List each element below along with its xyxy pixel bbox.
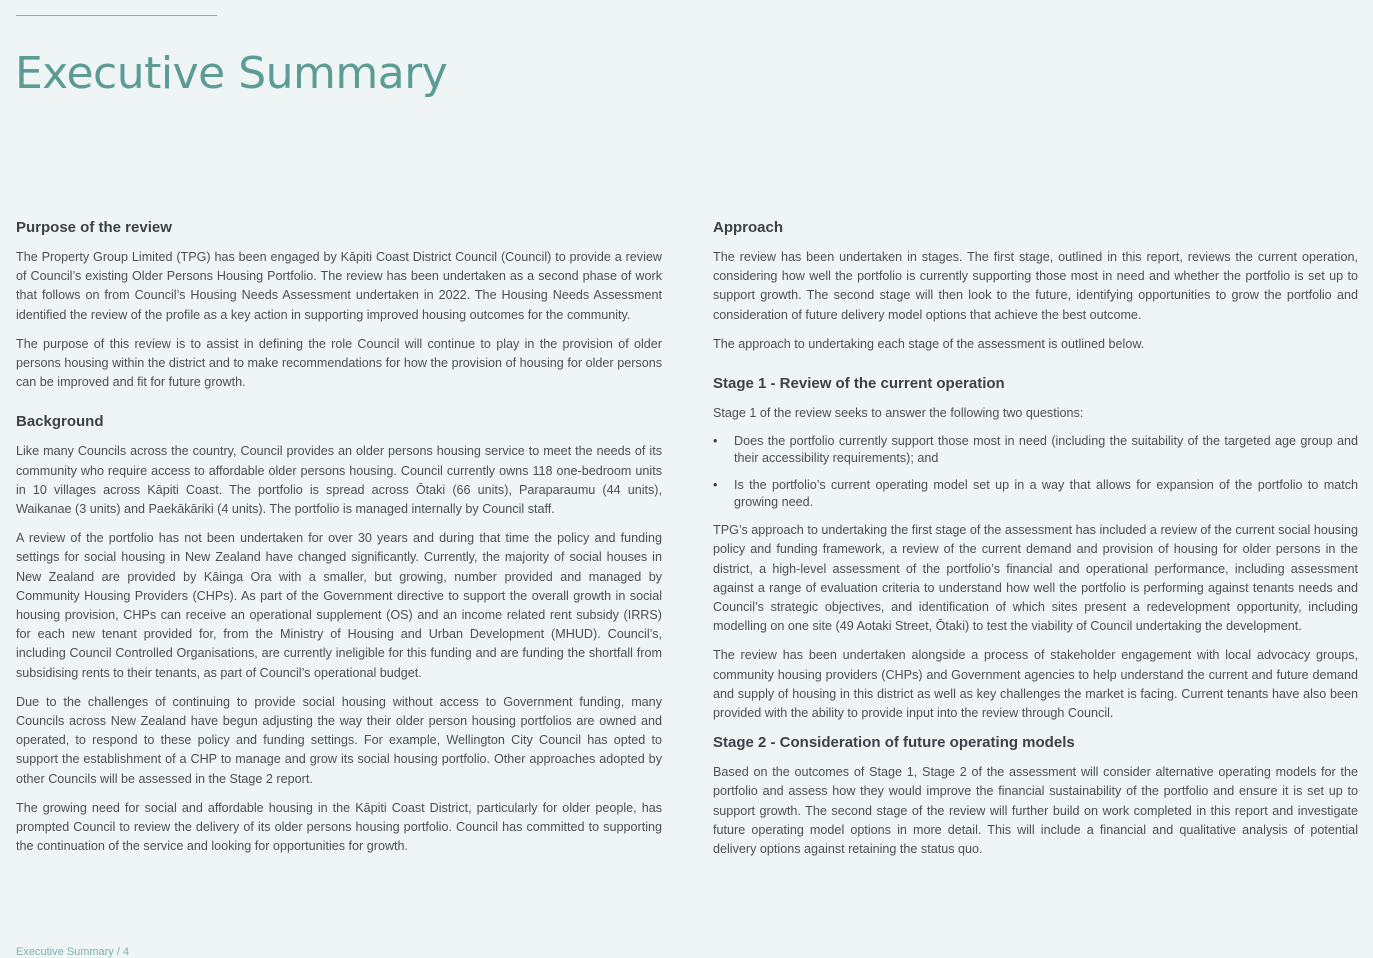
list-item: • Does the portfolio currently support those most in need (including the suitability of the targeted age group and their accessibility requirements); and bbox=[713, 433, 1358, 467]
page-title: Executive Summary bbox=[15, 48, 448, 99]
top-rule bbox=[16, 15, 217, 16]
stage2-paragraph-1: Based on the outcomes of Stage 1, Stage 2 of the assessment will consider alternative operating models for the portfolio and assess how they would improve the financial sustainability of the portfolio and ensure it is set up to support growth. The second stage of the review will further build on work completed in this report and investigate future operating model options in more detail. This will include a financial and qualitative analysis of potential delivery options against retaining the status quo. bbox=[713, 765, 1358, 857]
background-paragraph-1: Like many Councils across the country, Council provides an older persons housing service to meet the needs of its community who require access to affordable older persons housing. Council currently owns 118 one-bedroom units in 10 villages across Kāpiti Coast. The portfolio is spread across Ōtaki (66 units), Paraparaumu (44 units), Waikanae (3 units) and Paekākāriki (4 units). The portfolio is managed internally by Council staff. bbox=[16, 444, 662, 517]
approach-heading: Approach bbox=[713, 219, 784, 236]
stage1-paragraph-2: The review has been undertaken alongside a process of stakeholder engagement with local advocacy groups, community housing providers (CHPs) and Government agencies to help understand the current and future demand and supply of housing in this district as well as key challenges the market is facing. Current tenants have also been provided with the ability to provide input into the review through Council. bbox=[713, 648, 1358, 721]
stage1-intro: Stage 1 of the review seeks to answer the following two questions: bbox=[713, 406, 1084, 421]
page-footer: Executive Summary / 4 bbox=[16, 946, 130, 958]
left-column bbox=[16, 218, 662, 866]
background-paragraph-4: The growing need for social and affordable housing in the Kāpiti Coast District, particularly for older people, has prompted Council to review the delivery of its older persons housing portfolio. Council has committed to supporting the continuation of the service and looking for opportunities for growth. bbox=[16, 800, 662, 854]
background-paragraph-2: A review of the portfolio has not been undertaken for over 30 years and during that time the policy and funding settings for social housing in New Zealand have changed significantly. Currently, the majority of social houses in New Zealand are provided by Kāinga Ora with a smaller, but growing, number provided and managed by Community Housing Providers (CHPs). As part of the Government directive to support the overall growth in social housing provision, CHPs can receive an operational supplement (OS) and an income related rent subsidy (IRRS) for each new tenant provided for, from the Ministry of Housing and Urban Development (MHUD). Council’s, including Council Controlled Organisations, are currently ineligible for this funding and are funding the shortfall from subsidising rents to their tenants, as part of Council’s operational budget. bbox=[16, 531, 662, 680]
purpose-paragraph-1: The Property Group Limited (TPG) has been engaged by Kāpiti Coast District Council (Council) to provide a review of Council’s existing Older Persons Housing Portfolio. The review has been undertaken as a second phase of work that follows on from Council’s Housing Needs Assessment undertaken in 2022. The Housing Needs Assessment identified the review of the profile as a key action in supporting improved housing outcomes for the community. bbox=[16, 250, 662, 322]
stage2-heading: Stage 2 - Consideration of future operating models bbox=[713, 734, 1075, 752]
background-paragraph-3: Due to the challenges of continuing to provide social housing without access to Government funding, many Councils across New Zealand have begun adjusting the way their older person housing portfolios are owned and operated, to respond to these policy and funding settings. For example, Wellington City Council has opted to support the establishment of a CHP to manage and grow its social housing portfolio. Other approaches adopted by other Councils will be assessed in the Stage 2 report. bbox=[16, 694, 662, 786]
purpose-heading: Purpose of the review bbox=[16, 219, 172, 236]
approach-paragraph-2: The approach to undertaking each stage of the assessment is outlined below. bbox=[713, 336, 1145, 351]
stage1-question-list bbox=[713, 433, 1358, 511]
background-heading: Background bbox=[16, 413, 104, 431]
stage1-heading: Stage 1 - Review of the current operation bbox=[713, 375, 1005, 393]
list-item: • Is the portfolio’s current operating model set up in a way that allows for expansion of the portfolio to match growing need. bbox=[713, 477, 1358, 511]
right-column bbox=[713, 218, 1358, 869]
purpose-paragraph-2: The purpose of this review is to assist in defining the role Council will continue to play in the provision of older persons housing within the district and to make recommendations for how the provision of housing for older persons can be improved and fit for future growth. bbox=[16, 336, 662, 390]
approach-paragraph-1: The review has been undertaken in stages. The first stage, outlined in this report, reviews the current operation, considering how well the portfolio is currently supporting those most in need and whether the portfolio is set up to support growth. The second stage will then look to the future, identifying opportunities to grow the portfolio and consideration of future delivery model options that achieve the best outcome. bbox=[713, 250, 1358, 322]
stage1-paragraph-1: TPG’s approach to undertaking the first stage of the assessment has included a review of the current social housing policy and funding framework, a review of the current demand and provision of housing for older persons in the district, a high-level assessment of the portfolio’s financial and operational performance, including assessment against a range of evaluation criteria to understand how well the portfolio is performing against tenants needs and Council’s strategic objectives, and identification of which sites present a redevelopment opportunity, including modelling on one site (49 Aotaki Street, Ōtaki) to test the viability of Council undertaking the development. bbox=[713, 523, 1358, 634]
